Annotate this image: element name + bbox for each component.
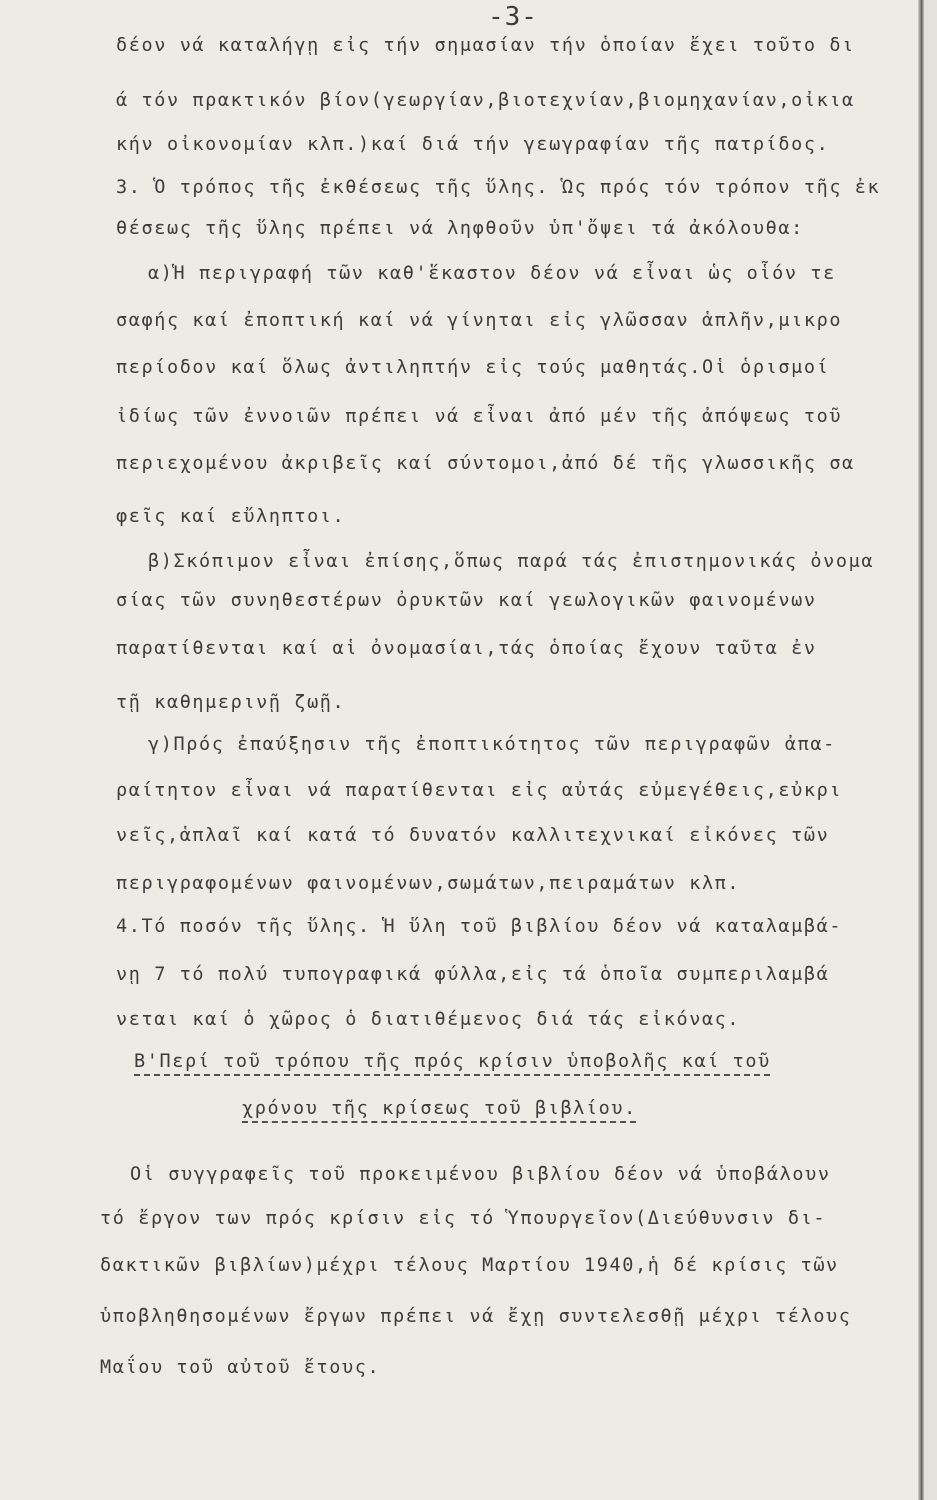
text-line: τῇ καθημερινῇ ζωῇ. <box>116 692 346 713</box>
text-line: κήν οἰκονομίαν κλπ.)καί διά τήν γεωγραφίαν τῆς πατρίδος. <box>116 134 830 155</box>
text-line: νεῖς,ἁπλαῖ καί κατά τό δυνατόν καλλιτεχνικαί εἰκόνες τῶν <box>116 825 830 846</box>
text-line: περιεχομένου ἀκριβεῖς καί σύντομοι,ἀπό δέ τῆς γλωσσικῆς σα <box>116 453 855 474</box>
text-line: θέσεως τῆς ὕλης πρέπει νά ληφθοῦν ὑπ'ὄψει τά ἀκόλουθα: <box>116 218 804 239</box>
section-heading-line-2: χρόνου τῆς κρίσεως τοῦ βιβλίου. <box>242 1098 637 1119</box>
text-line: ά τόν πρακτικόν βίον(γεωργίαν,βιοτεχνίαν,βιομηχανίαν,οἰκια <box>116 90 855 111</box>
final-paragraph-line: Οἱ συγγραφεῖς τοῦ προκειμένου βιβλίου δέον νά ὑποβάλουν <box>130 1164 831 1185</box>
section-4-line: 4.Τό ποσόν τῆς ὕλης. Ἡ ὕλη τοῦ βιβλίου δέον νά καταλαμβά- <box>116 916 843 937</box>
final-paragraph-line: ὑποβληθησομένων ἔργων πρέπει νά ἔχῃ συντελεσθῇ μέχρι τέλους <box>100 1306 852 1327</box>
text-line: παρατίθενται καί αἱ ὀνομασίαι,τάς ὁποίας ἔχουν ταῦτα ἐν <box>116 638 817 659</box>
text-line: σαφής καί ἐποπτική καί νά γίνηται εἰς γλῶσσαν ἁπλῆν,μικρο <box>116 310 843 331</box>
page-margin-strip <box>924 0 937 1500</box>
text-line: νῃ 7 τό πολύ τυπογραφικά φύλλα,εἰς τά ὁποῖα συμπεριλαμβά <box>116 964 830 985</box>
text-line: δέον νά καταλήγῃ εἰς τήν σημασίαν τήν ὁποίαν ἔχει τοῦτο δι <box>116 35 855 56</box>
text-line: ραίτητον εἶναι νά παρατίθενται εἰς αὐτάς εὐμεγέθεις,εὐκρι <box>116 780 843 801</box>
page-number: -3- <box>488 2 538 32</box>
section-3-line: 3. Ὁ τρόπος τῆς ἐκθέσεως τῆς ὕλης. Ὡς πρός τόν τρόπον τῆς ἐκ <box>116 177 881 198</box>
section-heading-line-1: Β'Περί τοῦ τρόπου τῆς πρός κρίσιν ὑποβολῆς καί τοῦ <box>134 1051 771 1072</box>
text-line: περίοδον καί ὅλως ἀντιληπτήν εἰς τούς μαθητάς.Οἱ ὁρισμοί <box>116 357 830 378</box>
paragraph-c-line: γ)Πρός ἐπαύξησιν τῆς ἐποπτικότητος τῶν περιγραφῶν ἀπα- <box>148 734 836 755</box>
text-line: περιγραφομένων φαινομένων,σωμάτων,πειραμάτων κλπ. <box>116 873 741 894</box>
text-line: σίας τῶν συνηθεστέρων ὀρυκτῶν καί γεωλογικῶν φαινομένων <box>116 590 817 611</box>
final-paragraph-line: Μαΐου τοῦ αὐτοῦ ἔτους. <box>100 1357 381 1378</box>
paragraph-a-line: α)Ἡ περιγραφή τῶν καθ'ἕκαστον δέον νά εἶναι ὡς οἷόν τε <box>148 263 836 284</box>
text-line: φεῖς καί εὔληπτοι. <box>116 506 346 527</box>
paragraph-b-line: β)Σκόπιμον εἶναι ἐπίσης,ὅπως παρά τάς ἐπιστημονικάς ὀνομα <box>148 551 875 572</box>
text-line: νεται καί ὁ χῶρος ὁ διατιθέμενος διά τάς εἰκόνας. <box>116 1009 741 1030</box>
text-line: ἰδίως τῶν ἐννοιῶν πρέπει νά εἶναι ἀπό μέν τῆς ἀπόψεως τοῦ <box>116 406 843 427</box>
final-paragraph-line: δακτικῶν βιβλίων)μέχρι τέλους Μαρτίου 1940,ἡ δέ κρίσις τῶν <box>100 1255 839 1276</box>
final-paragraph-line: τό ἔργον των πρός κρίσιν εἰς τό Ὑπουργεῖον(Διεύθυνσιν δι- <box>100 1208 827 1229</box>
